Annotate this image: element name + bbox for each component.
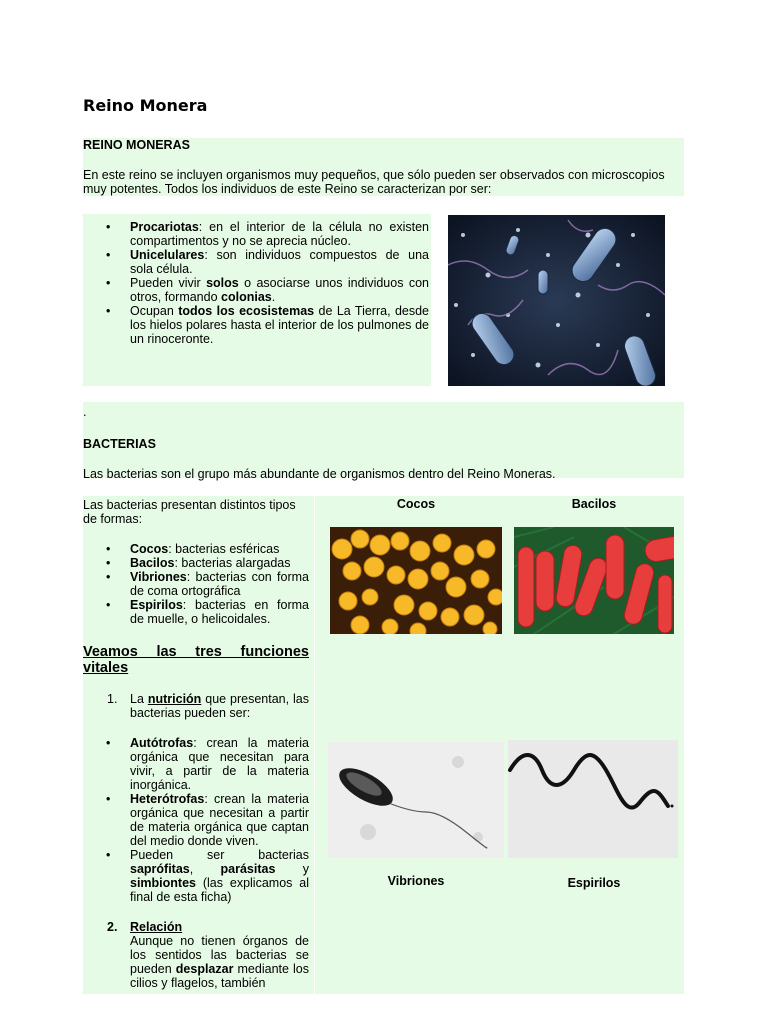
caption-vibriones: Vibriones <box>387 874 445 888</box>
list-item: • Ocupan todos los ecosistemas de La Tierra, desde los hielos polares hasta el interior de los pulmones de un rinoceronte. <box>83 304 429 346</box>
list-item: • Pueden vivir solos o asociarse unos individuos con otros, formando colonias. <box>83 276 429 304</box>
features-section <box>83 214 684 386</box>
intro-text: En este reino se incluyen organismos muy pequeños, que sólo pueden ser observados con microscopios muy potentes. Todos los individuos de este Reino se caracterizan por ser: <box>83 168 665 196</box>
intro-section <box>83 138 684 196</box>
functions-list-1 <box>83 692 309 720</box>
caption-cocos: Cocos <box>396 497 436 511</box>
functions-list-2 <box>83 920 309 990</box>
forms-section <box>83 496 684 994</box>
vibriones-image <box>328 742 504 858</box>
bacteria-micrograph-image <box>448 215 665 386</box>
list-item: 1. La nutrición que presentan, las bacterias pueden ser: <box>107 692 309 720</box>
bacterias-section <box>83 402 684 481</box>
functions-heading: Veamos las tres funciones vitales <box>83 644 309 676</box>
espirilos-image <box>508 740 678 858</box>
list-item: • Procariotas: en el interior de la célula no existen compartimentos y no se aprecia núcleo. <box>83 220 429 248</box>
bacterias-heading: BACTERIAS <box>83 437 156 451</box>
nutrition-list <box>83 736 309 904</box>
list-item: • Vibriones: bacterias con forma de coma ortográfica <box>83 570 309 598</box>
caption-espirilos: Espirilos <box>567 876 621 890</box>
forms-intro: Las bacterias presentan distintos tipos de formas: <box>83 498 296 526</box>
page-title: Reino Monera <box>83 96 208 115</box>
list-item: • Unicelulares: son individuos compuestos de una sola célula. <box>83 248 429 276</box>
bacterias-text: Las bacterias son el grupo más abundante de organismos dentro del Reino Moneras. <box>83 467 556 481</box>
dot-text: . <box>83 405 87 419</box>
list-item: • Espirilos: bacterias en forma de muelle, o helicoidales. <box>83 598 309 626</box>
list-item: • Heterótrofas: crean la materia orgánica que necesitan a partir de materia orgánica que captan del medio donde viven. <box>83 792 309 848</box>
features-list <box>83 220 429 346</box>
forms-list <box>83 542 309 626</box>
bacilos-image <box>514 527 674 634</box>
list-item: 2. Relación Aunque no tienen órganos de los sentidos las bacterias se pueden desplazar mediante los cilios y flagelos, también <box>107 920 309 990</box>
list-item: • Cocos: bacterias esféricas <box>83 542 309 556</box>
cocos-image <box>330 527 502 634</box>
list-item: • Bacilos: bacterias alargadas <box>83 556 309 570</box>
list-item: • Autótrofas: crean la materia orgánica que necesitan para vivir, a partir de la materia inorgánica. <box>83 736 309 792</box>
list-item: • Pueden ser bacterias saprófitas, parásitas y simbiontes (las explicamos al final de esta ficha) <box>83 848 309 904</box>
caption-bacilos: Bacilos <box>571 497 617 511</box>
intro-heading: REINO MONERAS <box>83 138 190 152</box>
